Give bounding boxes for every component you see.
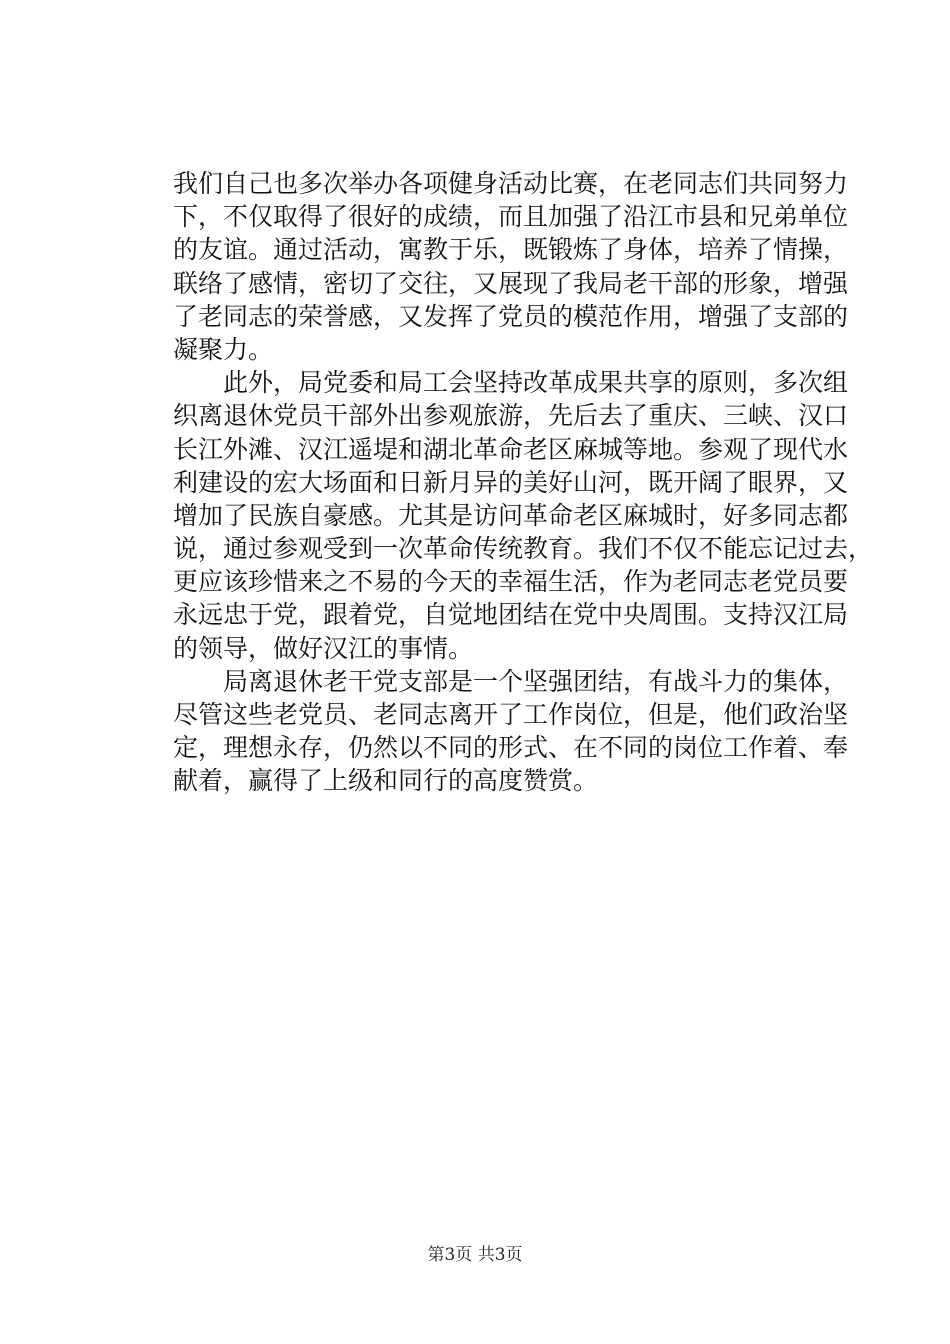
text-line: 更应该珍惜来之不易的今天的幸福生活，作为老同志老党员要 [173, 567, 849, 597]
text-line: 尽管这些老党员、老同志离开了工作岗位，但是，他们政治坚 [173, 700, 849, 729]
text-line: 的领导，做好汉江的事情。 [173, 633, 474, 663]
text-line: 定，理想永存，仍然以不同的形式、在不同的岗位工作着、奉 [173, 733, 849, 763]
text-line: 增加了民族自豪感。尤其是访问革命老区麻城时，好多同志都 [173, 500, 849, 530]
text-line: 此外，局党委和局工会坚持改革成果共享的原则，多次组 [173, 368, 849, 398]
text-line: 联络了感情，密切了交往，又展现了我局老干部的形象，增强 [173, 268, 849, 298]
text-line: 利建设的宏大场面和日新月异的美好山河，既开阔了眼界，又 [173, 467, 849, 497]
text-line: 我们自己也多次举办各项健身活动比赛，在老同志们共同努力 [173, 169, 849, 198]
text-line: 下，不仅取得了很好的成绩，而且加强了沿江市县和兄弟单位 [173, 202, 849, 232]
text-line: 局离退休老干党支部是一个坚强团结，有战斗力的集体， [173, 666, 849, 696]
text-line: 说，通过参观受到一次革命传统教育。我们不仅不能忘记过去， [173, 534, 874, 564]
text-line: 织离退休党员干部外出参观旅游，先后去了重庆、三峡、汉口 [173, 401, 849, 431]
text-line: 的友谊。通过活动，寓教于乐，既锻炼了身体，培养了情操， [173, 235, 849, 265]
text-line: 长江外滩、汉江遥堤和湖北革命老区麻城等地。参观了现代水 [173, 434, 849, 464]
document-body [173, 167, 874, 798]
text-line: 献着，赢得了上级和同行的高度赞赏。 [173, 766, 599, 796]
page-footer [0, 1244, 950, 1266]
text-line: 了老同志的荣誉感，又发挥了党员的模范作用，增强了支部的 [173, 301, 849, 331]
text-line: 永远忠于党，跟着党，自觉地团结在党中央周围。支持汉江局 [173, 600, 849, 630]
text-line: 凝聚力。 [173, 334, 274, 364]
page-number-label: 第3页 共3页 [427, 1245, 523, 1265]
